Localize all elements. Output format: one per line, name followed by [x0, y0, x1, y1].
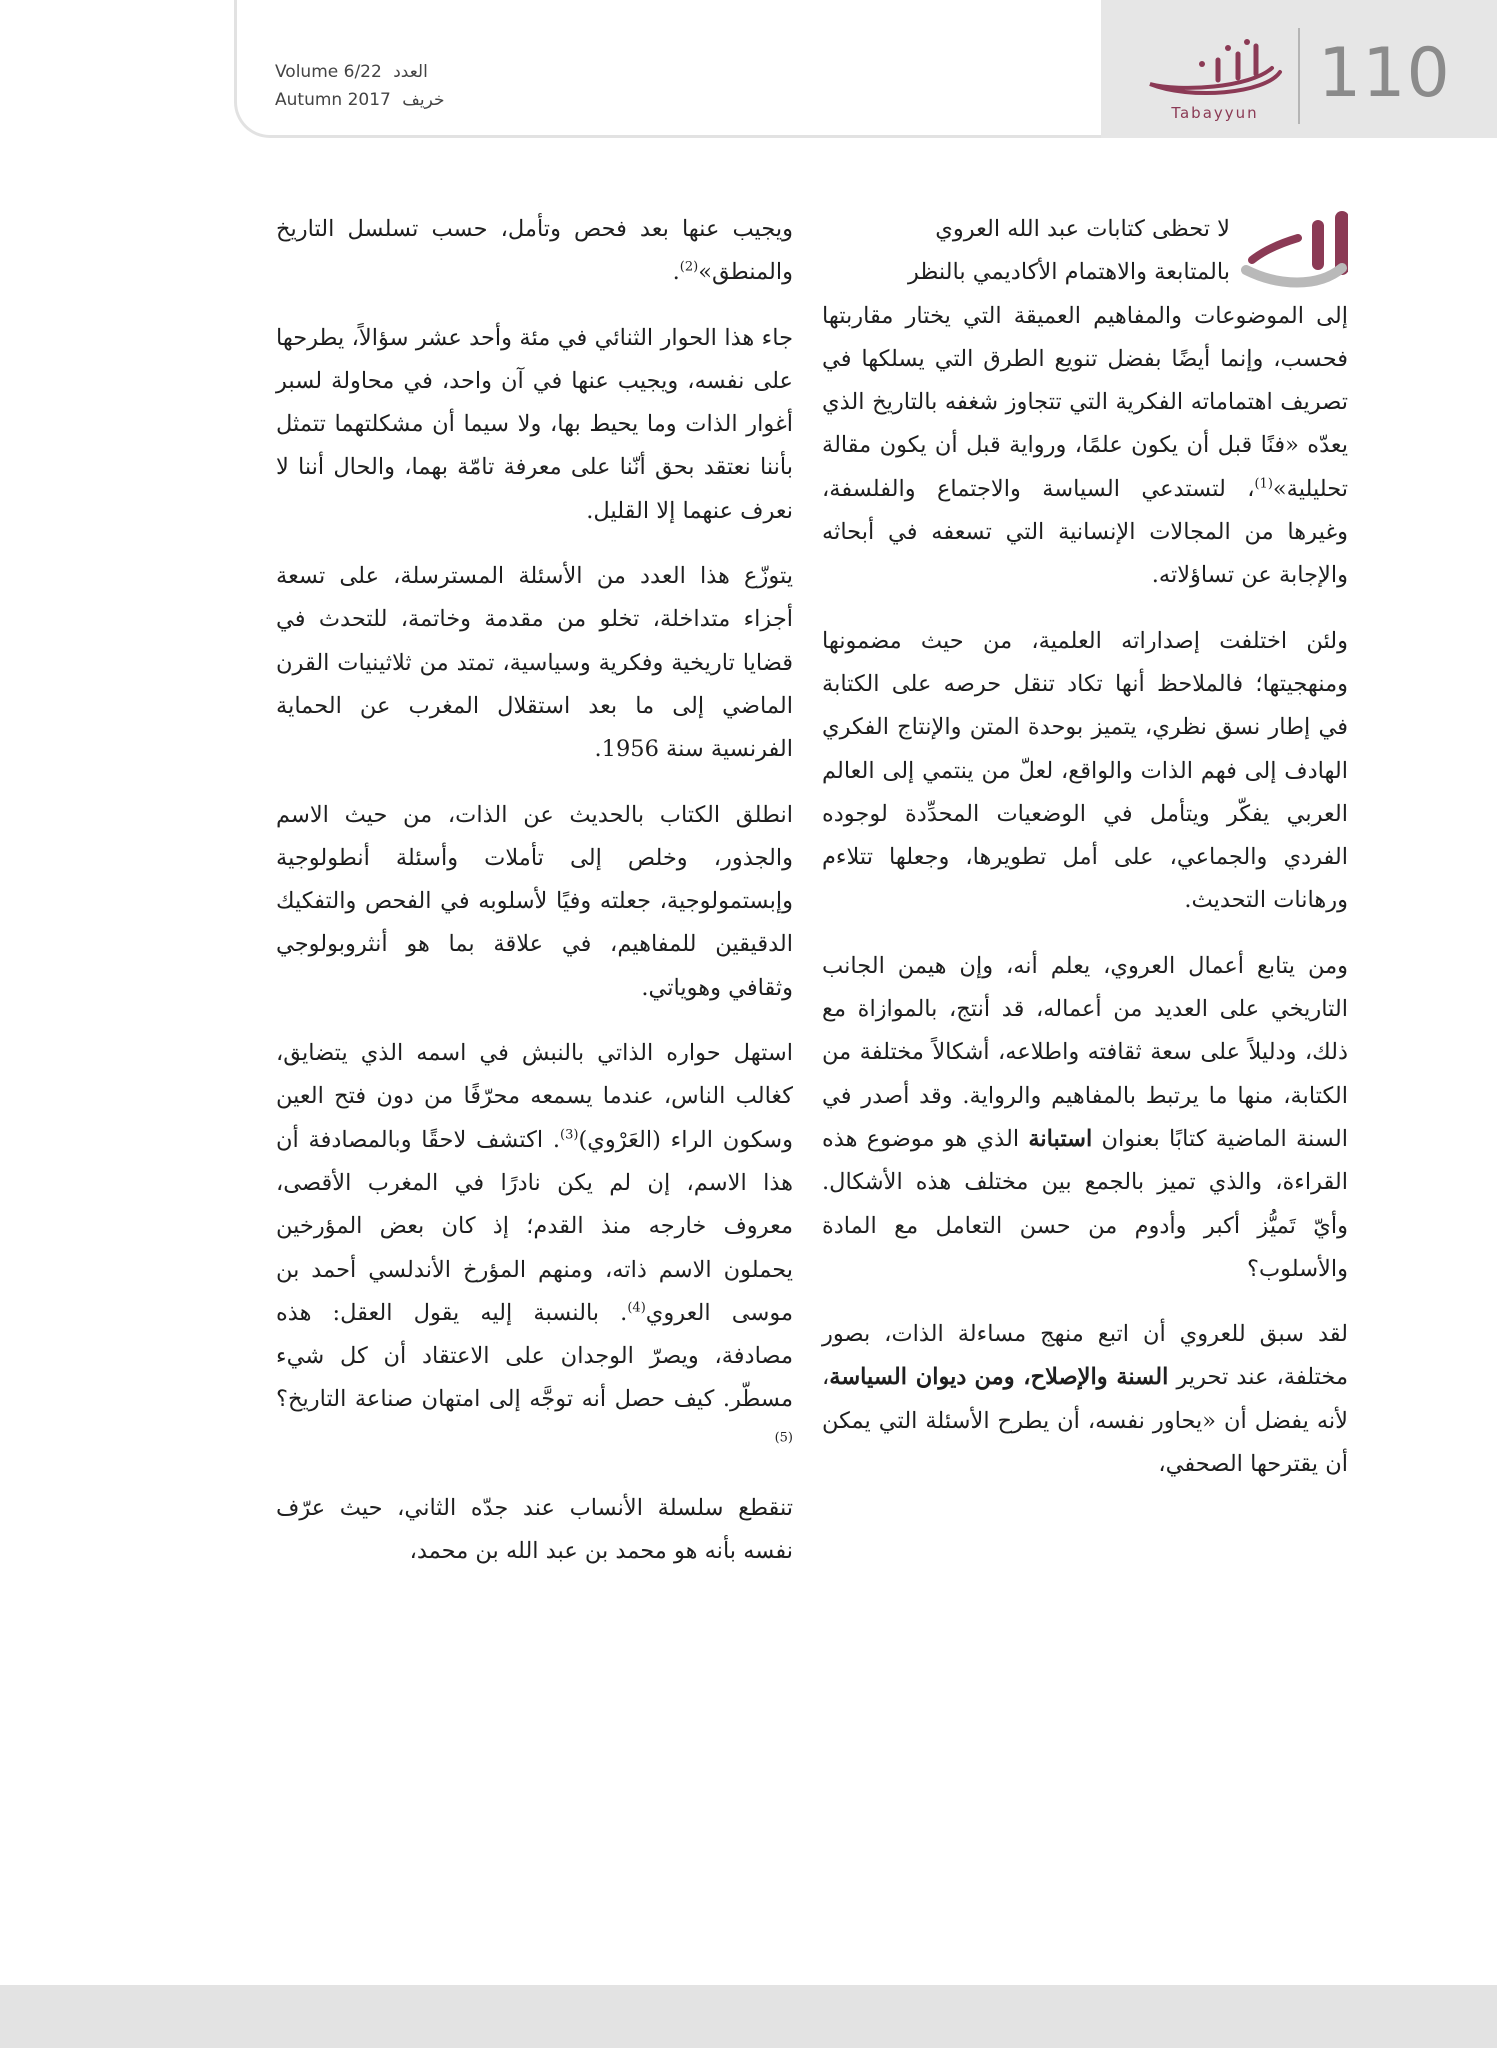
left-p5-end: . بالنسبة إليه يقول العقل: هذه مصادفة، ويصرّ الوجدان على الاعتقاد أن كل شيء مسطّر. كيف حصل أنه توجَّه إلى امتهان صناعة التاريخ؟: [276, 1299, 793, 1413]
footnote-ref-5[interactable]: (5): [774, 1430, 793, 1446]
intro-text: إلى الموضوعات والمفاهيم العميقة التي يختار مقاربتها فحسب، وإنما أيضًا بفضل تنويع الطرق التي يسلكها في تصريف اهتماماته الفكرية التي تتجاوز شغفه بالتاريخ الذي يعدّه «فنًا قبل أن يكون علمًا، ورواية قبل أن يكون مقالة تحليلية»: [822, 302, 1348, 502]
season-line: [275, 86, 475, 114]
logo-divider: [1298, 28, 1300, 124]
p4-mid: ، ومن: [974, 1364, 1031, 1391]
p3-start: ومن يتابع أعمال العروي، يعلم أنه، وإن هيمن الجانب التاريخي على العديد من أعماله، قد أنتج، بالموازاة مع ذلك، ودليلاً على سعة ثقافته واطلاعه، أشكالاً مختلفة من الكتابة، منها ما يرتبط بالمفاهيم والرواية. وقد أصدر في السنة الماضية كتابًا بعنوان: [822, 952, 1348, 1152]
intro-line-2: بالمتابعة والاهتمام الأكاديمي بالنظر: [908, 259, 1230, 286]
left-p5-start: استهل حواره الذاتي بالنبش في اسمه الذي يتضايق، كغالب الناس، عندما يسمعه محرّفًا من دون فتح العين وسكون الراء (العَرْوي): [276, 1040, 793, 1153]
tabayyun-logo-icon: [1130, 34, 1290, 104]
left-paragraph-4: انطلق الكتاب بالحديث عن الذات، من حيث الاسم والجذور، وخلص إلى تأملات وأسئلة أنطولوجية وإبستمولوجية، جعلته وفيًا لأسلوبه في الفحص والتفكيك الدقيقين للمفاهيم، في علاقة بما هو أنثروبولوجي وثقافي وهوياتي.: [276, 801, 793, 1001]
p4-start: لقد سبق للعروي أن اتبع منهج مساءلة الذات، بصور مختلفة، عند تحرير: [822, 1321, 1349, 1391]
issue-info: [275, 58, 475, 118]
book-title-istibana: استبانة: [1028, 1125, 1093, 1152]
book-title-diwan: ديوان السياسة: [829, 1364, 967, 1391]
left-paragraph-1: [276, 208, 793, 295]
left-p1-text: ويجيب عنها بعد فحص وتأمل، حسب تسلسل التاريخ والمنطق»: [276, 216, 793, 286]
p3-end: الذي هو موضوع هذه القراءة، والذي تميز بالجمع بين مختلف هذه الأشكال. وأيّ تَميُّز أكبر وأدوم من حسن التعامل مع المادة والأسلوب؟: [822, 1125, 1348, 1282]
right-column: [822, 208, 1348, 1508]
left-paragraph-3: يتوزّع هذا العدد من الأسئلة المسترسلة، على تسعة أجزاء متداخلة، تخلو من مقدمة وخاتمة، للتحدث في قضايا تاريخية وفكرية وسياسية، تمتد من ثلاثينيات القرن الماضي إلى ما بعد استقلال المغرب عن الحماية الفرنسية سنة 1956.: [276, 563, 793, 763]
right-paragraph-1: [822, 208, 1348, 598]
season-label: Autumn 2017: [275, 90, 391, 110]
footer-band: [0, 1985, 1497, 2048]
right-paragraph-3: [822, 945, 1348, 1291]
footnote-ref-4[interactable]: (4): [627, 1300, 646, 1316]
book-title-sunna: السنة والإصلاح: [1030, 1364, 1169, 1391]
left-paragraph-2: جاء هذا الحوار الثنائي في مئة وأحد عشر سؤالاً، يطرحها على نفسه، ويجيب عنها في آن واحد، في محاولة لسبر أغوار الذات وما يحيط بها، ولا سيما أن مشكلتهما تتمثل بأننا نعتقد بحق أنّنا على معرفة تامّة بهما، والحال أننا لا نعرف عنهما إلا القليل.: [276, 324, 793, 524]
footnote-ref-2[interactable]: (2): [679, 259, 699, 275]
volume-arabic: العدد: [393, 62, 428, 82]
right-paragraph-2: ولئن اختلفت إصداراته العلمية، من حيث مضمونها ومنهجيتها؛ فالملاحظ أنها تكاد تنقل حرصه على الكتابة في إطار نسق نظري، يتميز بوحدة المتن والإنتاج الفكري الهادف إلى فهم الذات والواقع، لعلّ من ينتمي إلى العالم العربي يفكّر ويتأمل في الوضعيات المحدِّدة لوجوده الفردي والجماعي، على أمل تطويرها، وجعلها تتلاءم ورهانات التحديث.: [822, 627, 1348, 914]
intro-line-1: لا تحظى كتابات عبد الله العروي: [935, 216, 1230, 242]
p4-end: ، لأنه يفضل أن «يحاور نفسه، أن يطرح الأسئلة التي يمكن أن يقترحها الصحفي،: [822, 1364, 1348, 1478]
left-column: [276, 208, 793, 1596]
season-arabic: خريف: [402, 90, 445, 110]
left-p5-mid: . اكتشف لاحقًا وبالمصادفة أن هذا الاسم، إن لم يكن نادرًا في المغرب الأقصى، معروف خارجه منذ القدم؛ إذ كان بعض المؤرخين يحملون الاسم ذاته، ومنهم المؤرخ الأندلسي أحمد بن موسى العروي: [276, 1126, 793, 1326]
logo-latin-text: Tabayyun: [1171, 104, 1259, 122]
volume-label: Volume 6/22: [275, 62, 382, 82]
right-paragraph-4: [822, 1313, 1348, 1486]
left-paragraph-5: [276, 1032, 793, 1465]
left-paragraph-6: تنقطع سلسلة الأنساب عند جدّه الثاني، حيث عرّف نفسه بأنه هو محمد بن عبد الله بن محمد،: [276, 1495, 793, 1565]
intro-text-end: ، لتستدعي السياسة والاجتماع والفلسفة، وغيرها من المجالات الإنسانية التي تسعفه في أبحاثه والإجابة عن تساؤلاته.: [822, 475, 1348, 589]
page-number: 110: [1318, 34, 1451, 113]
footnote-ref-1[interactable]: (1): [1254, 476, 1273, 492]
left-p1-end: .: [672, 259, 680, 286]
volume-line: [275, 58, 475, 86]
footnote-ref-3[interactable]: (3): [560, 1127, 579, 1143]
